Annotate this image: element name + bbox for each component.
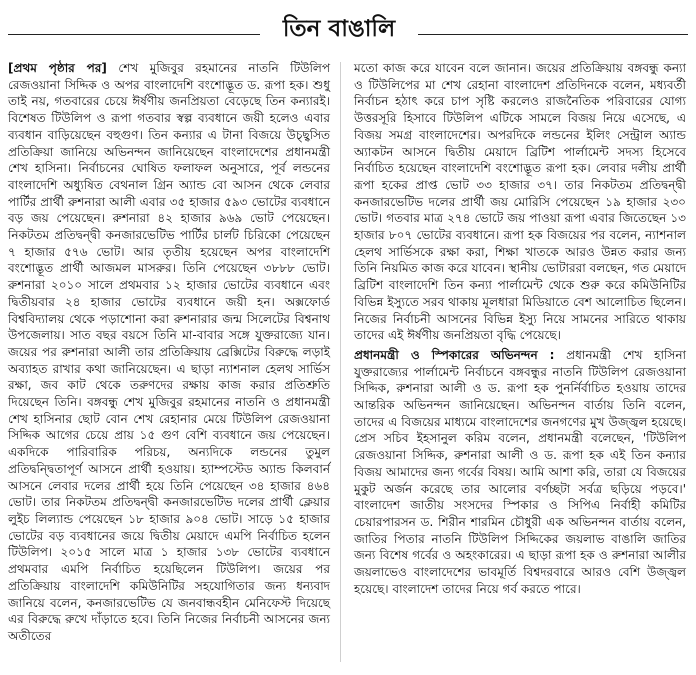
subheading: প্রধানমন্ত্রী ও স্পিকারের অভিনন্দন : (354, 347, 555, 362)
continuation-kicker: [প্রথম পৃষ্ঠার পর] (8, 61, 107, 75)
section-title: তিন বাঙালি (282, 16, 396, 42)
article-paragraph (354, 347, 686, 598)
article-column-left (8, 60, 330, 645)
article-text: শেখ মুজিবুর রহমানের নাতনি টিউলিপ রেজওয়ানা সিদ্দিক ও অপর বাংলাদেশি বংশোদ্ভূত ড. রূপা হক। শুধু তাই নয়, গতবারের চেয়ে ঈর্ষণীয় জনপ্রিয়তা বেড়েছে তিন কন্যারই। বিশেষত টিউলিপ ও রূপা গতবার স্বল্প ব্যবধানে জয়ী হলেও এবার ব্যবধান বাড়িয়েছেন বহুগুণ। তিন কন্যার এ টানা বিজয়ে উচ্ছ্বসিত প্রতিক্রিয়া জানিয়ে অভিনন্দন জানিয়েছেন বাংলাদেশের প্রধানমন্ত্রী শেখ হাসিনা। নির্বাচনের ঘোষিত ফলাফল অনুসারে, পূর্ব লন্ডনের বাংলাদেশি অধ্যুষিত বেথনাল গ্রিন অ্যান্ড বো আসন থেকে লেবার পার্টির প্রার্থী রুশনারা আলী এবার ৩৫ হাজার ৫৯৩ ভোটের ব্যবধানে বড় জয় পেয়েছেন। রুশনারা ৪২ হাজার ৯৬৯ ভোট পেয়েছেন। নিকটতম প্রতিদ্বন্দ্বী কনজারভেটিভ পার্টির চার্লট চিরিকো পেয়েছেন ৭ হাজার ৫৭৬ ভোট। আর তৃতীয় হয়েছেন অপর বাংলাদেশি বংশোদ্ভূত প্রার্থী আজমল মাসরুর। তিনি পেয়েছেন ৩৮৮৮ ভোট। রুশনারা ২০১০ সালে প্রথমবার ১২ হাজার ভোটের ব্যবধানে এবং দ্বিতীয়বার ২৪ হাজার ভোটের ব্যবধানে জয়ী হন। অক্সফোর্ড বিশ্ববিদ্যালয় থেকে পড়াশোনা করা রুশনারার জন্ম সিলেটের বিশ্বনাথ উপজেলায়। সাত বছর বয়সে তিনি মা-বাবার সঙ্গে যুক্তরাজ্যে যান। জয়ের পর রুশনারা আলী তার প্রতিক্রিয়ায় ব্রেক্সিটের বিরুদ্ধে লড়াই অব্যাহত রাখার কথা জানিয়েছেন। এ ছাড়া ন্যাশনাল হেলথ সার্ভিস রক্ষা, জব কাট থেকে তরুণদের রক্ষায় কাজ করার প্রতিশ্রুতি দিয়েছেন তিনি। বঙ্গবন্ধু শেখ মুজিবুর রহমানের নাতনি ও প্রধানমন্ত্রী শেখ হাসিনার ছোট বোন শেখ রেহানার মেয়ে টিউলিপ রেজওয়ানা সিদ্দিক আগের চেয়ে প্রায় ১৫ গুণ বেশি ব্যবধানে জয় পেয়েছেন। একদিকে পারিবারিক পরিচয়, অন্যদিকে লন্ডনের তুমুল প্রতিদ্বন্দ্বিতাপূর্ণ আসনে প্রার্থী হওয়ায়। হ্যাম্পস্টেড অ্যান্ড কিলবার্ন আসনে লেবার দলের প্রার্থী হয়ে তিনি পেয়েছেন ৩৪ হাজার ৪৬৪ ভোট। তার নিকটতম প্রতিদ্বন্দ্বী কনজারভেটিভ দলের প্রার্থী ক্লেয়ার লুইচ লিল্যান্ড পেয়েছেন ১৮ হাজার ৯০৪ ভোট। সাড়ে ১৫ হাজার ভোটের বড় ব্যবধানের জয়ে দ্বিতীয় মেয়াদে এমপি নির্বাচিত হলেন টিউলিপ। ২০১৫ সালে মাত্র ১ হাজার ১৩৮ ভোটের ব্যবধানে প্রথমবার এমপি নির্বাচিত হয়েছিলেন টিউলিপ। জয়ের পর প্রতিক্রিয়ায় বাংলাদেশি কমিউনিটির সহযোগিতার জন্য ধন্যবাদ জানিয়ে বলেন, কনজারভেটিভ যে জনবান্ধবহীন মেনিফেস্ট দিয়েছে এর বিরুদ্ধে রুখে দাঁড়াতে হবে। তিনি নিজের নির্বাচনী আসনের জন্য অতীতের (8, 61, 330, 643)
article-paragraph (8, 60, 330, 645)
column-divider (340, 62, 341, 662)
article-paragraph: মতো কাজ করে যাবেন বলে জানান। জয়ের প্রতিক্রিয়ায় বঙ্গবন্ধু কন্যা ও টিউলিপের মা শেখ রেহানা বাংলাদেশ প্রতিদিনকে বলেন, মধ্যবর্তী নির্বাচন হঠাৎ করে চাপ সৃষ্টি করলেও রাজনৈতিক পরিবারের যোগ্য উত্তরসূরি হিসাবে টিউলিপ এটিকে সামলে বিজয় নিয়ে এসেছে, এ বিজয় সমগ্র বাংলাদেশের। অপরদিকে লন্ডনের ইলিং সেন্ট্রাল অ্যান্ড অ্যাকটন আসনে দ্বিতীয় মেয়াদে ব্রিটিশ পার্লামেন্ট সদস্য হিসেবে নির্বাচিত হয়েছেন বাংলাদেশি বংশোদ্ভূত রূপা হক। লেবার দলীয় প্রার্থী রূপা হকের প্রাপ্ত ভোট ৩৩ হাজার ৩৭। তার নিকটতম প্রতিদ্বন্দ্বী কনজারভেটিভ দলের প্রার্থী জয় মোরিসি পেয়েছেন ১৯ হাজার ২৩০ ভোট। গতবার মাত্র ২৭৪ ভোটে জয় পাওয়া রূপা এবার জিতেছেন ১৩ হাজার ৮০৭ ভোটের ব্যবধানে। রূপা হক বিজয়ের পর বলেন, ন্যাশনাল হেলথ সার্ভিসকে রক্ষা করা, শিক্ষা খাতকে আরও উন্নত করার জন্য তিনি নিয়মিত কাজ করে যাবেন। স্থানীয় ভোটাররা বলছেন, গত মেয়াদে ব্রিটিশ বাংলাদেশি তিন কন্যা পার্লামেন্ট থেকে শুরু করে কমিউনিটির বিভিন্ন ইস্যুতে সরব থাকায় মূলধারা মিডিয়াতে বেশ আলোচিত ছিলেন। নিজের নির্বাচনী আসনের বিভিন্ন ইস্যু নিয়ে সামনের সারিতে থাকায় তাদের এই ঈর্ষণীয় জনপ্রিয়তা বৃদ্ধি পেয়েছে। (354, 61, 686, 343)
article-column-right (354, 60, 686, 598)
header-rule-left (8, 34, 260, 35)
section-header (0, 12, 696, 52)
header-rule-right (418, 34, 688, 35)
article-text: প্রধানমন্ত্রী শেখ হাসিনা যুক্তরাজ্যের পার্লামেন্ট নির্বাচনে বঙ্গবন্ধুর নাতনি টিউলিপ রেজওয়ানা সিদ্দিক, রুশনারা আলী ও ড. রূপা হক পুনর্নির্বাচিত হওয়ায় তাদের আন্তরিক অভিনন্দন জানিয়েছেন। অভিনন্দন বার্তায় তিনি বলেন, তাদের এ বিজয়ের মাধ্যমে বাংলাদেশের জনগণের মুখ উজ্জ্বল হয়েছে। প্রেস সচিব ইহসানুল করিম বলেন, প্রধানমন্ত্রী বলেছেন, 'টিউলিপ রেজওয়ানা সিদ্দিক, রুশনারা আলী ও ড. রূপা হক এই তিন কন্যার বিজয় আমাদের জন্য গর্বের বিষয়। আমি আশা করি, তারা যে বিজয়ের মুকুট অর্জন করেছে তার আলোর বর্ণচ্ছটা সর্বত্র ছড়িয়ে পড়বে।' বাংলাদেশ জাতীয় সংসদের স্পিকার ও সিপিএ নির্বাহী কমিটির চেয়ারপারসন ড. শিরীন শারমিন চৌধুরী এক অভিনন্দন বার্তায় বলেন, জাতির পিতার নাতনি টিউলিপ সিদ্দিকের জয়লাভ বাঙালি জাতির জন্য বিশেষ গর্বের ও অহংকারের। এ ছাড়া রূপা হক ও রুশনারা আলীর জয়লাভেও বাংলাদেশের ভাবমূর্তি বিশ্বদরবারে আরও বেশি উজ্জ্বল হয়েছে। বাংলাদেশ তাদের নিয়ে গর্ব করতে পারে। (354, 347, 686, 596)
